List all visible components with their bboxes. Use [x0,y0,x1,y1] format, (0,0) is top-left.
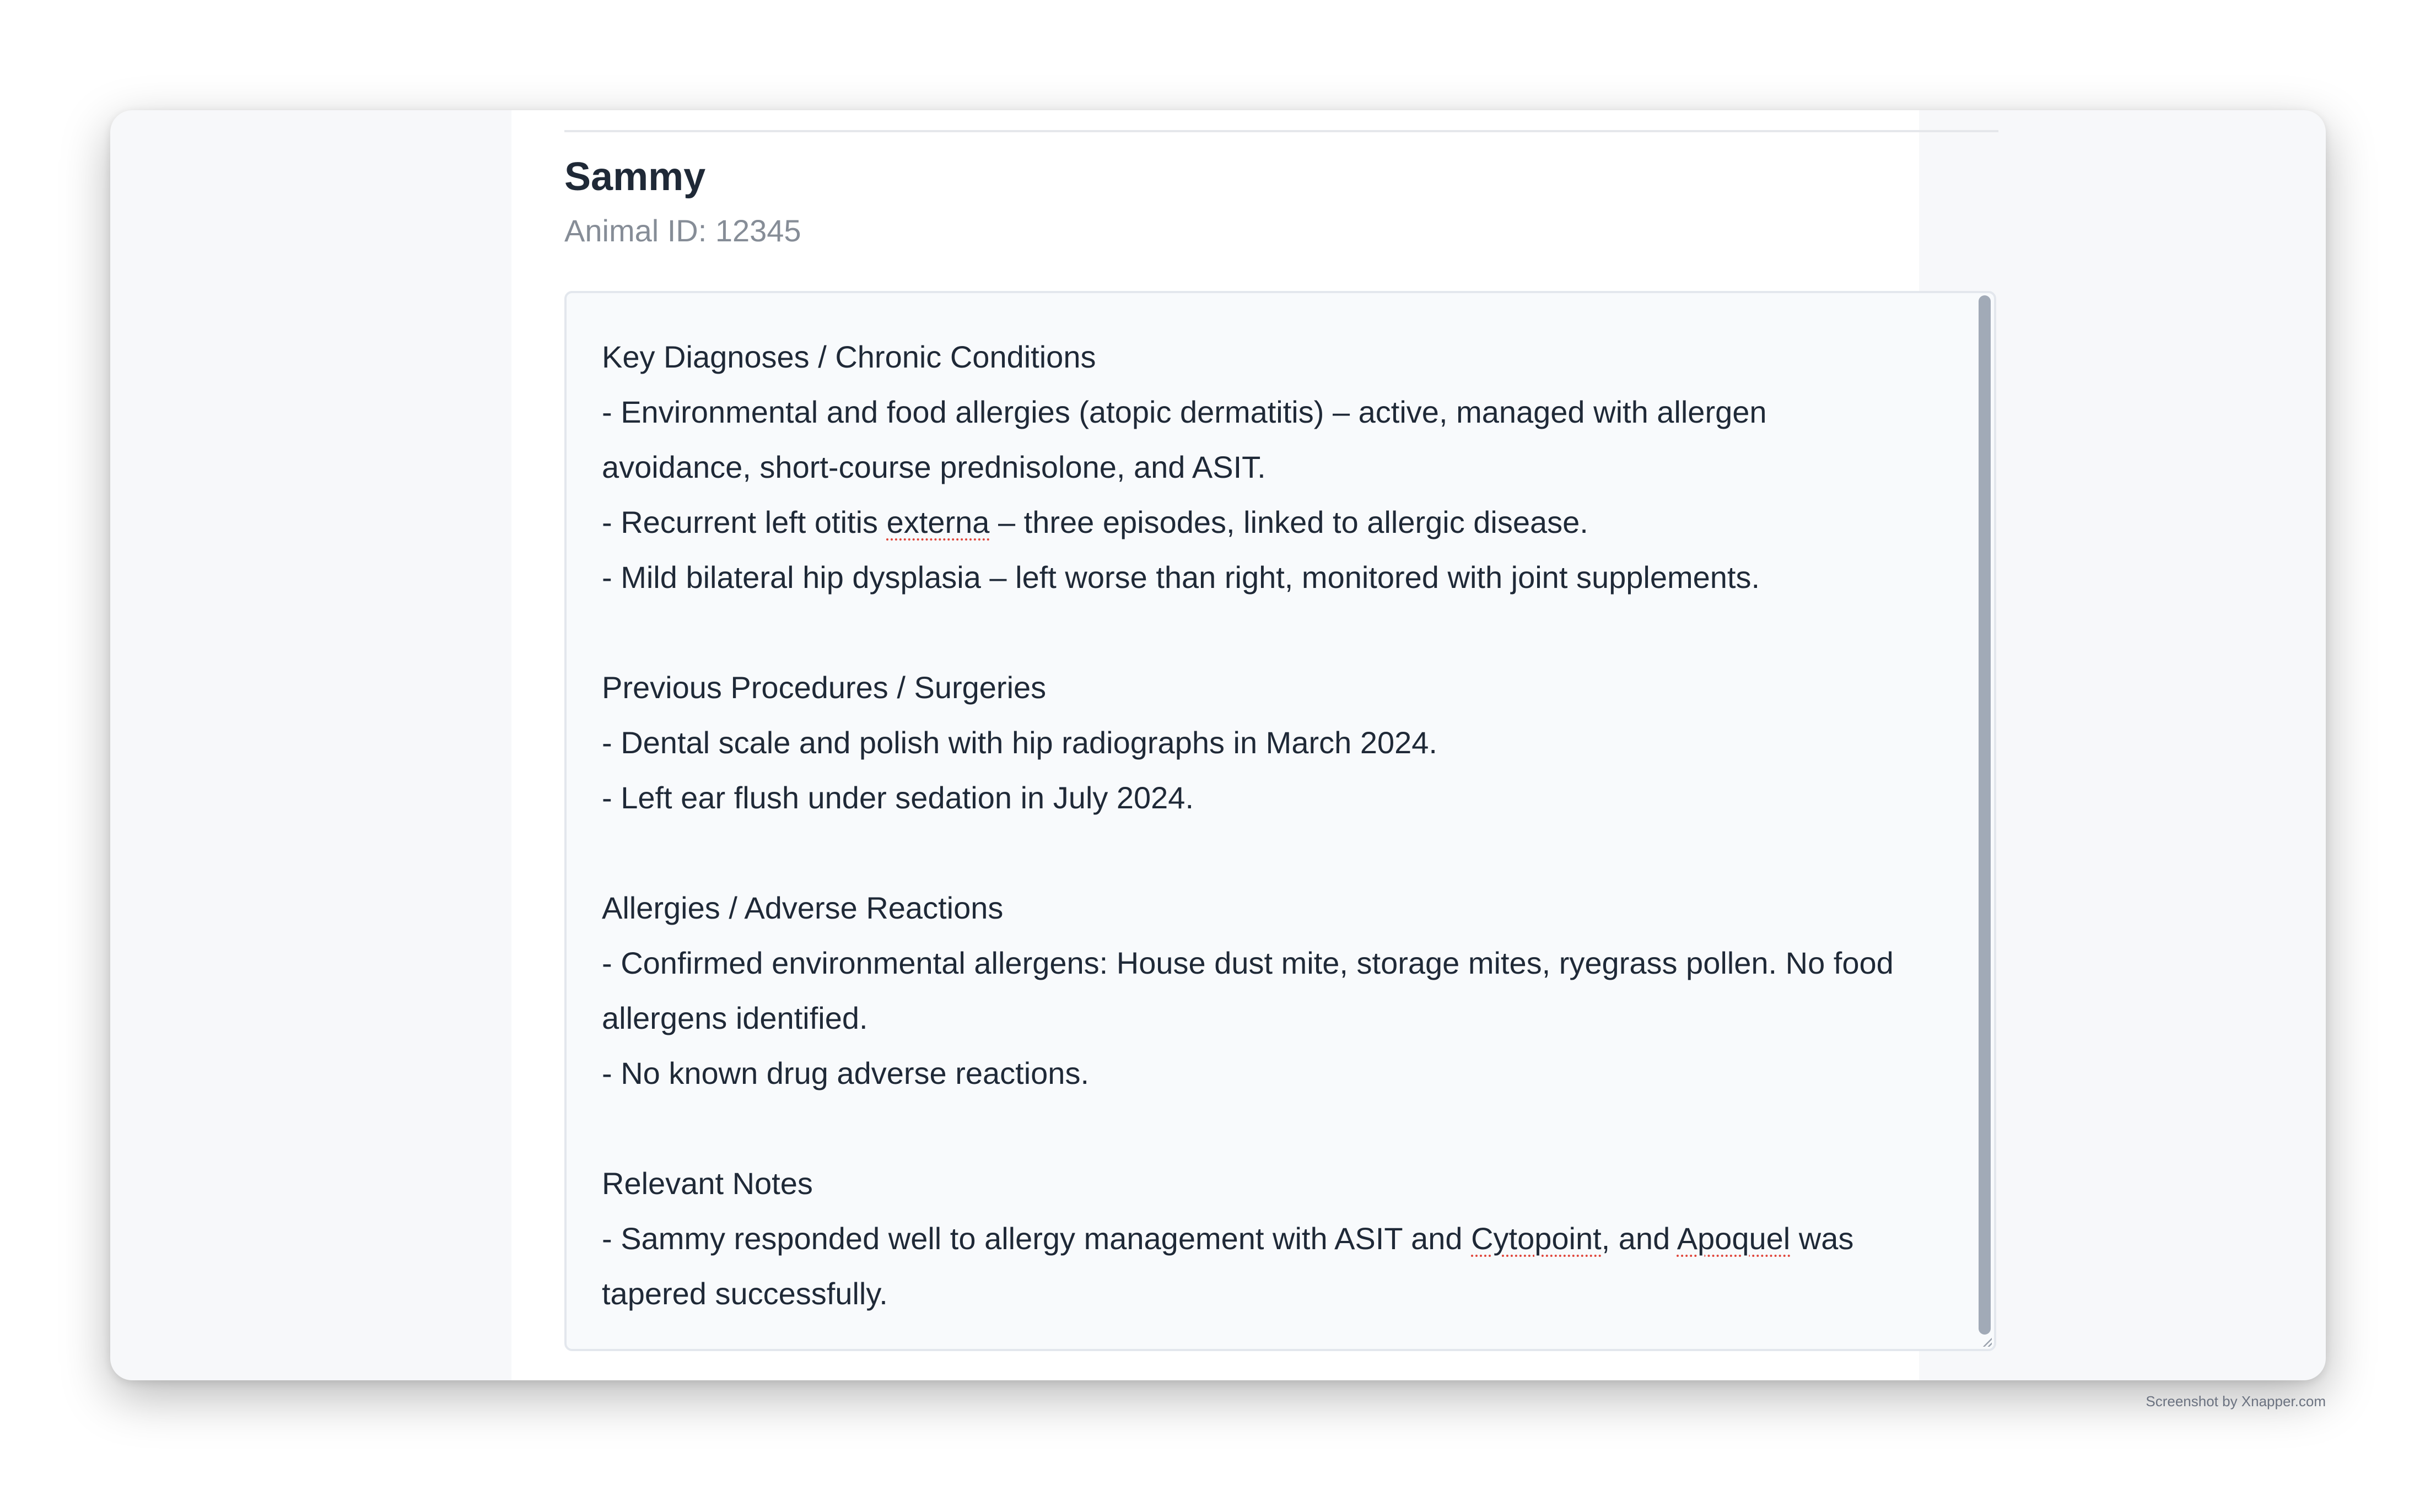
scrollbar-thumb[interactable] [1979,295,1991,1335]
resize-handle-icon[interactable] [1982,1337,1992,1347]
note-line: avoidance, short-course prednisolone, and ASIT. [602,450,1266,484]
blank-line [602,825,1952,881]
animal-id: Animal ID: 12345 [564,213,801,248]
note-line: - Environmental and food allergies (atopic dermatitis) – active, managed with allergen [602,395,1767,429]
section-heading: Previous Procedures / Surgeries [602,670,1047,705]
spellcheck-flagged-word: Apoquel [1677,1221,1791,1256]
section-heading: Relevant Notes [602,1166,813,1201]
animal-name: Sammy [564,155,706,199]
spellcheck-flagged-word: externa [886,505,990,539]
clinical-notes-text [602,330,1952,1321]
note-line: - Dental scale and polish with hip radiographs in March 2024. [602,725,1437,760]
spellcheck-flagged-word: Cytopoint [1471,1221,1602,1256]
note-line: - Confirmed environmental allergens: House dust mite, storage mites, ryegrass pollen. No food [602,946,1894,980]
header-divider [564,130,1998,132]
note-line: tapered successfully. [602,1276,888,1311]
app-window [110,110,2326,1380]
watermark: Screenshot by Xnapper.com [2146,1393,2326,1410]
note-line-spellcheck: - Recurrent left otitis externa – three episodes, linked to allergic disease. [602,505,1588,539]
blank-line [602,605,1952,660]
note-line: - No known drug adverse reactions. [602,1056,1089,1090]
blank-line [602,1101,1952,1156]
clinical-notes-textarea[interactable] [564,291,1996,1351]
note-line-spellcheck: - Sammy responded well to allergy management with ASIT and Cytopoint, and Apoquel was [602,1221,1854,1256]
note-line: allergens identified. [602,1001,868,1035]
note-line: - Left ear flush under sedation in July 2024. [602,780,1194,815]
note-line: - Mild bilateral hip dysplasia – left worse than right, monitored with joint supplements. [602,560,1760,595]
section-heading: Key Diagnoses / Chronic Conditions [602,339,1096,374]
patient-panel [511,110,1919,1380]
section-heading: Allergies / Adverse Reactions [602,890,1004,925]
